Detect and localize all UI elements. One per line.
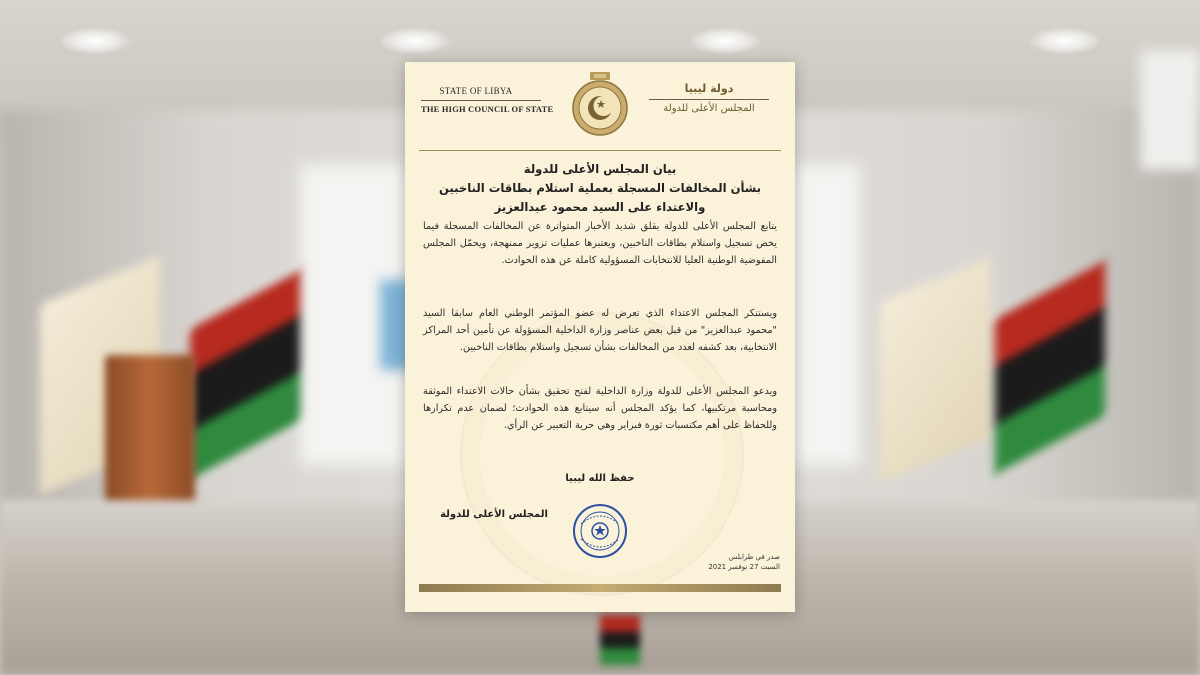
ceiling-lamp <box>380 28 450 54</box>
wall-panel <box>1140 50 1200 170</box>
state-of-libya-arabic: دولة ليبيا <box>684 82 734 95</box>
wooden-podium <box>105 355 195 515</box>
issue-info <box>695 552 780 572</box>
council-crescent-seal-icon <box>568 70 632 138</box>
letterhead-rule <box>649 99 769 100</box>
letterhead-rule <box>421 100 541 101</box>
signatory: المجلس الأعلى للدولة <box>440 509 548 520</box>
letterhead-arabic <box>639 82 779 114</box>
title-line: بشأن المخالفات المسجلة بعملية استلام بطاقات الناخبين <box>439 181 761 195</box>
issue-date: السبت 27 نوفمبر 2021 <box>708 563 780 571</box>
ceiling-lamp <box>1030 28 1100 54</box>
ceiling-lamp <box>690 28 760 54</box>
letterhead-divider <box>419 150 781 151</box>
ceiling-lamp <box>60 28 130 54</box>
statement-document <box>405 62 795 612</box>
official-round-stamp-icon <box>571 502 629 560</box>
footer-bar <box>419 584 781 592</box>
council-name-arabic: المجلس الأعلى للدولة <box>663 103 755 114</box>
council-name-english: THE HIGH COUNCIL OF STATE <box>421 104 554 114</box>
state-of-libya-label: STATE OF LIBYA <box>439 86 513 96</box>
title-line: والاعتداء على السيد محمود عبدالعزيز <box>494 200 706 214</box>
closing-phrase: حفظ الله ليبيا <box>565 473 635 484</box>
statement-title <box>425 160 775 217</box>
issue-place: صدر في طرابلس <box>728 553 780 561</box>
letterhead <box>405 62 795 162</box>
statement-paragraph: يتابع المجلس الأعلى للدولة بقلق شديد الأخبار المتواترة عن المخالفات المسجلة فيما يخص تسجيل واستلام بطاقات الناخبين، ويعتبرها عمليات تزوير ممنهجة، ويحمّل المجلس المفوضية الوطنية العليا للانتخابات المسؤولية كاملة عن هذه الحوادث. <box>423 221 777 266</box>
statement-paragraph: ويستنكر المجلس الاعتداء الذي تعرض له عضو المؤتمر الوطني العام سابقا السيد "محمود عبدالعزيز" من قبل بعض عناصر وزارة الداخلية المسؤولة عن تأمين أحد المراكز الانتخابية، بعد كشفه لعدد من المخالفات بشأن تسجيل واستلام بطاقات الناخبين. <box>423 308 777 353</box>
wall-screen <box>790 165 860 465</box>
title-line: بيان المجلس الأعلى للدولة <box>523 162 677 176</box>
statement-paragraph: ويدعو المجلس الأعلى للدولة وزارة الداخلية لفتح تحقيق بشأن حالات الاعتداء الموثقة ومحاسبة مرتكبيها، كما يؤكد المجلس أنه سيتابع هذه الحوادث؛ لضمان عدم تكرارها وللحفاظ على أهم مكتسبات ثورة فبراير وهي حرية التعبير عن الرأي. <box>423 386 777 431</box>
desk-flag <box>600 615 640 665</box>
letterhead-english <box>421 86 561 114</box>
